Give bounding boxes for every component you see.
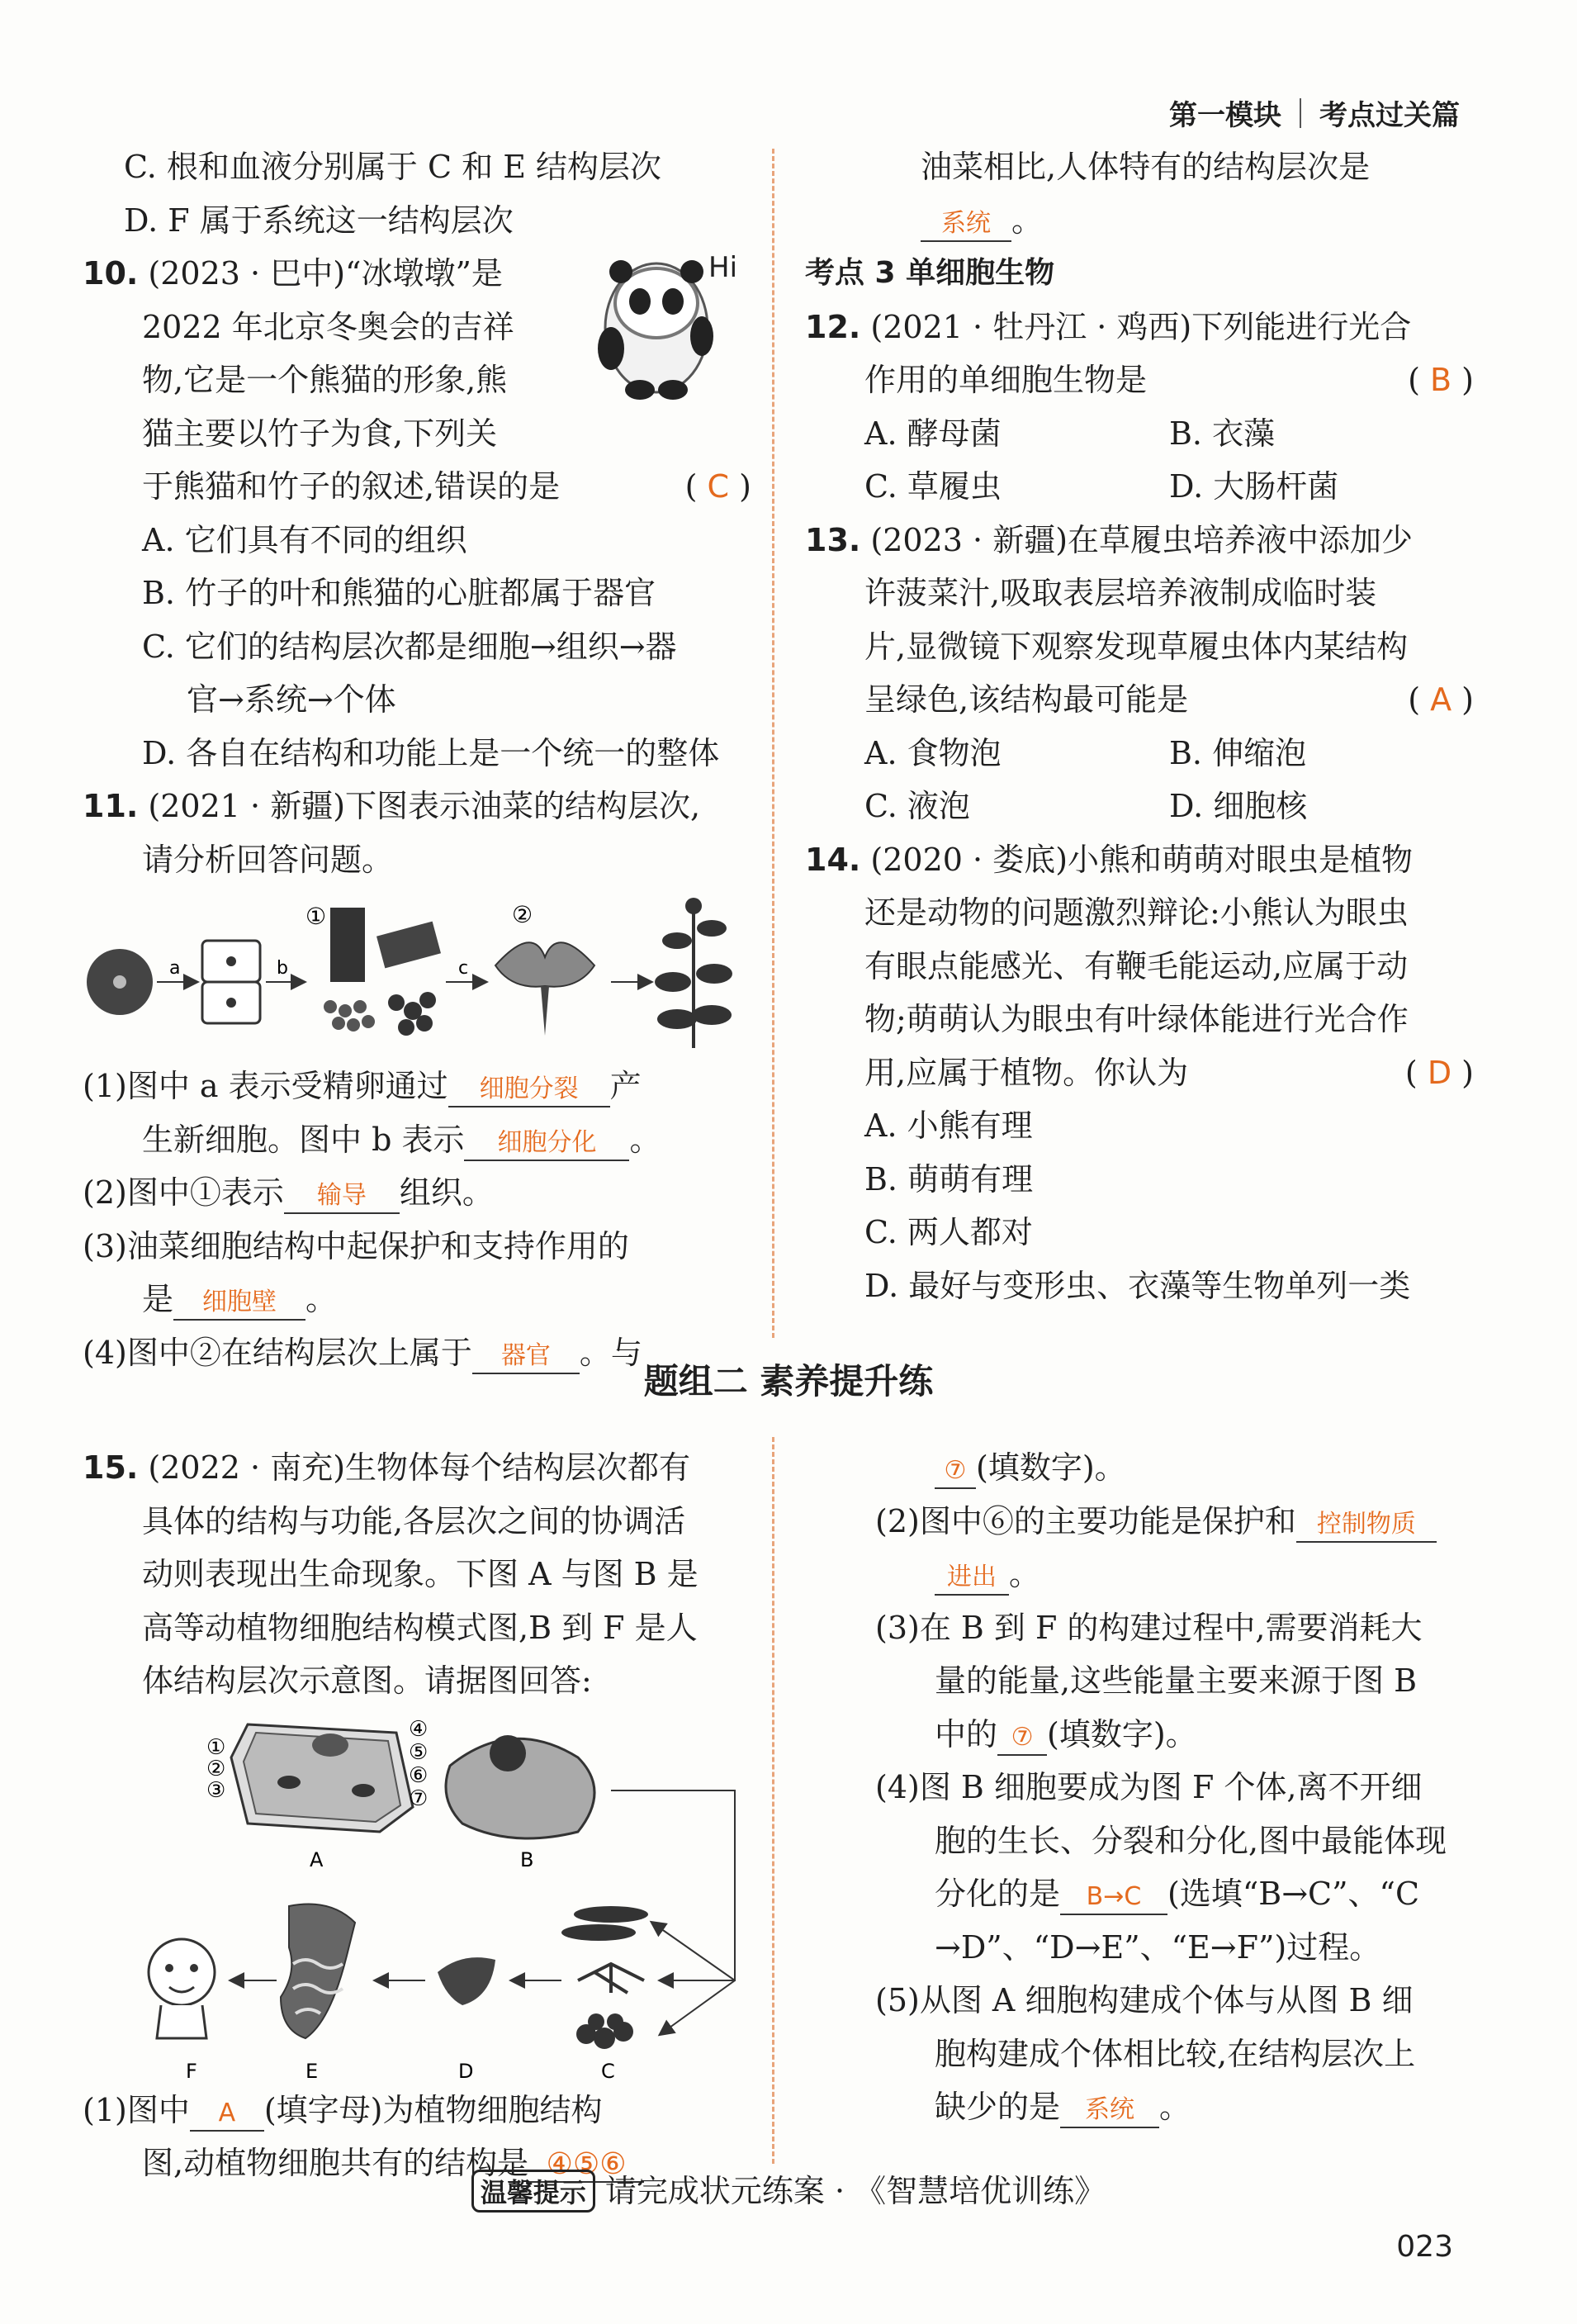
q11-cont-line: 油菜相比,人体特有的结构层次是 [921, 149, 1371, 185]
q11-answer-2: 细胞分化 [464, 1126, 629, 1161]
q14-line-3: 有眼点能感光、有鞭毛能运动,应属于动 [864, 947, 1409, 984]
q13-line-1: (2023 · 新疆)在草履虫培养液中添加少 [870, 521, 1414, 558]
question-10 [83, 247, 751, 780]
q15-answer-3b: 进出 [935, 1561, 1009, 1596]
fig15-num-3: ③ [206, 1777, 226, 1803]
q11-s1b: 产 [609, 1068, 642, 1104]
page-number: 023 [1396, 2230, 1453, 2264]
q13-line-3: 片,显微镜下观察发现草履虫体内某结构 [864, 628, 1409, 665]
q11-s2a: (2)图中①表示 [83, 1174, 284, 1211]
q14-option-d: D. 最好与变形虫、衣藻等生物单列一类 [864, 1267, 1411, 1304]
q11-s4b: 。与 [579, 1334, 642, 1371]
q12-option-b: B. 衣藻 [1169, 415, 1276, 452]
q10-line-5: 于熊猫和竹子的叙述,错误的是 [142, 468, 561, 505]
q14-option-b: B. 萌萌有理 [864, 1160, 1034, 1198]
fig15-num-2: ② [206, 1756, 226, 1781]
q11-s3c: 。 [305, 1281, 338, 1317]
q12-option-d: D. 大肠杆菌 [1169, 468, 1339, 505]
q15-s1b: (填字母)为植物细胞结构 [263, 2091, 603, 2128]
q15-line-5: 体结构层次示意图。请据图回答: [142, 1662, 592, 1699]
q15-s4b: 胞的生长、分裂和分化,图中最能体现 [935, 1822, 1447, 1859]
q14-answer: D [1427, 1054, 1452, 1091]
q11-s1d: 。 [629, 1121, 661, 1158]
q15-answer-4: ⑦ [997, 1721, 1047, 1756]
q15-s4d: (选填“B→C”、“C [1167, 1876, 1420, 1912]
q13-option-a: A. 食物泡 [864, 734, 1002, 771]
q15-s3b: 量的能量,这些能量主要来源于图 B [935, 1662, 1418, 1699]
q14-number: 14. [805, 841, 861, 878]
left-column-bottom [83, 1441, 751, 2190]
q14-line-2: 还是动物的问题激烈辩论:小熊认为眼虫 [864, 894, 1409, 931]
q10-option-d: D. 各自在结构和功能上是一个统一的整体 [142, 734, 720, 771]
topic-3-heading: 考点 3 单细胞生物 [805, 256, 1055, 290]
left-column-top [83, 140, 751, 1379]
q10-option-c-cont: 官→系统→个体 [187, 681, 396, 718]
fig15-label-b: B [520, 1847, 534, 1871]
question-11 [83, 780, 751, 1379]
page-header [1169, 92, 1460, 133]
header-divider [1300, 98, 1301, 128]
q10-line-4: 猫主要以竹子为食,下列关 [142, 415, 498, 452]
q13-option-d: D. 细胞核 [1169, 788, 1308, 824]
q15-s1c: 图,动植物细胞共有的结构是 [142, 2145, 529, 2181]
q14-line-5: 用,应属于植物。你认为 [864, 1054, 1189, 1091]
q12-option-c: C. 草履虫 [864, 468, 1002, 505]
section-label: 考点过关篇 [1319, 99, 1460, 132]
q11-s3a: (3)油菜细胞结构中起保护和支持作用的 [83, 1227, 629, 1264]
q13-line-2: 许菠菜汁,吸取表层培养液制成临时装 [864, 575, 1377, 611]
fig11-label-a: a [169, 958, 181, 979]
tip-badge: 温馨提示 [471, 2170, 595, 2213]
q10-answer-bracket: ( C ) [684, 468, 751, 505]
q10-option-c: C. 它们的结构层次都是细胞→组织→器 [142, 628, 677, 665]
fig15-num-4: ④ [409, 1716, 429, 1742]
fig15-label-a: A [310, 1847, 324, 1871]
column-divider-top [772, 149, 774, 1338]
q15-number: 15. [83, 1449, 139, 1486]
q12-option-a: A. 酵母菌 [864, 415, 1002, 452]
fig15-label-c: C [601, 2059, 615, 2083]
q13-option-b: B. 伸缩泡 [1169, 734, 1307, 771]
fig15-num-1: ① [206, 1734, 226, 1760]
right-column-bottom [875, 1441, 1486, 2134]
q11-answer-6: 系统 [921, 207, 1011, 242]
q13-option-c: C. 液泡 [864, 788, 970, 824]
q15-s4a: (4)图 B 细胞要成为图 F 个体,离不开细 [875, 1769, 1423, 1805]
q11-answer-5: 器官 [472, 1340, 580, 1374]
q12-answer-bracket: ( B ) [1408, 362, 1474, 398]
q15-s4e: →D”、“D→E”、“E→F”)过程。 [935, 1928, 1381, 1966]
q15-s5d: 。 [1159, 2089, 1191, 2125]
q14-line-4: 物;萌萌认为眼虫有叶绿体能进行光合作 [864, 1001, 1409, 1037]
q12-answer: B [1430, 362, 1452, 398]
q15-answer-1: A [190, 2097, 264, 2132]
footer [0, 2165, 1577, 2213]
hi-text: Hi [708, 251, 738, 284]
fig15-num-6: ⑥ [409, 1762, 429, 1788]
rapeseed-hierarchy-figure [83, 891, 743, 1056]
q12-line-2: 作用的单细胞生物是 [864, 362, 1148, 398]
q15-s3d: (填数字)。 [1047, 1715, 1197, 1752]
q15-s3c: 中的 [935, 1715, 998, 1752]
q15-top-cont: (填数字)。 [976, 1449, 1126, 1486]
group-title: 题组二 素养提升练 [643, 1361, 934, 1402]
q15-answer-2-cont: ⑦ [935, 1454, 976, 1489]
module-label: 第一模块 [1169, 99, 1281, 132]
q11-answer-1: 细胞分裂 [448, 1073, 610, 1107]
right-column-top [805, 140, 1474, 1312]
fig11-label-b: b [277, 958, 288, 979]
fig11-label-c: c [458, 958, 469, 979]
q11-s2b: 组织。 [399, 1174, 494, 1211]
q15-answer-6: 系统 [1060, 2094, 1159, 2128]
q11-number: 11. [83, 788, 139, 824]
q15-line-1: (2022 · 南充)生物体每个结构层次都有 [148, 1449, 691, 1486]
q9-option-d: D. F 属于系统这一结构层次 [124, 202, 514, 239]
q11-line-2: 请分析回答问题。 [142, 841, 394, 878]
q11-s3b: 是 [142, 1281, 174, 1317]
q15-s5a: (5)从图 A 细胞构建成个体与从图 B 细 [875, 1982, 1414, 2018]
q12-number: 12. [805, 308, 861, 345]
fig15-num-7: ⑦ [409, 1786, 429, 1811]
fig11-marker-2: ② [512, 901, 533, 928]
q13-answer-bracket: ( A ) [1408, 681, 1474, 718]
cell-hierarchy-figure [83, 1708, 751, 2084]
q11-answer-3: 输导 [284, 1179, 400, 1214]
q15-answer-3a: 控制物质 [1296, 1508, 1437, 1543]
q11-s4a: (4)图中②在结构层次上属于 [83, 1334, 472, 1371]
q10-line-1: (2023 · 巴中)“冰墩墩”是 [148, 255, 503, 292]
q11-answer-4: 细胞壁 [173, 1286, 305, 1321]
q10-option-b: B. 竹子的叶和熊猫的心脏都属于器官 [142, 575, 656, 611]
q10-option-a: A. 它们具有不同的组织 [142, 521, 467, 558]
q15-s1a: (1)图中 [83, 2091, 190, 2128]
fig11-marker-1: ① [305, 903, 327, 930]
column-divider-bottom [772, 1437, 774, 2164]
footer-text: 请完成状元练案 · 《智慧培优训练》 [604, 2173, 1106, 2209]
fig15-label-e: E [305, 2059, 319, 2083]
fig15-label-f: F [186, 2059, 197, 2083]
q11-s1c: 生新细胞。图中 b 表示 [142, 1121, 465, 1158]
q12-line-1: (2021 · 牡丹江 · 鸡西)下列能进行光合 [870, 308, 1412, 345]
fig15-num-5: ⑤ [409, 1739, 429, 1765]
bing-dwen-dwen-image [578, 237, 751, 402]
q14-option-a: A. 小熊有理 [864, 1107, 1033, 1144]
q15-answer-5: B→C [1060, 1881, 1167, 1915]
q10-answer: C [707, 468, 730, 505]
q11-line-1: (2021 · 新疆)下图表示油菜的结构层次, [148, 788, 701, 824]
q15-s5c: 缺少的是 [935, 2089, 1061, 2125]
q9-option-c: C. 根和血液分别属于 C 和 E 结构层次 [124, 149, 662, 185]
q10-line-3: 物,它是一个熊猫的形象,熊 [142, 362, 508, 398]
q15-s2b: 。 [1009, 1556, 1041, 1592]
q15-line-2: 具体的结构与功能,各层次之间的协调活 [142, 1502, 686, 1539]
q15-s3a: (3)在 B 到 F 的构建过程中,需要消耗大 [875, 1609, 1423, 1646]
q14-answer-bracket: ( D ) [1404, 1054, 1474, 1091]
q10-line-2: 2022 年北京冬奥会的吉祥 [142, 308, 514, 345]
q13-answer: A [1430, 681, 1452, 718]
q10-number: 10. [83, 255, 139, 292]
q14-option-c: C. 两人都对 [864, 1214, 1033, 1250]
q13-number: 13. [805, 521, 861, 558]
q15-s4c: 分化的是 [935, 1876, 1061, 1912]
q15-line-3: 动则表现出生命现象。下图 A 与图 B 是 [142, 1556, 699, 1592]
q15-s2a: (2)图中⑥的主要功能是保护和 [875, 1502, 1296, 1539]
q15-answer-2: ④⑤⑥ [528, 2148, 644, 2183]
q14-line-1: (2020 · 娄底)小熊和萌萌对眼虫是植物 [870, 841, 1414, 878]
q11-cont-end: 。 [1011, 202, 1044, 239]
q15-line-4: 高等动植物细胞结构模式图,B 到 F 是人 [142, 1609, 698, 1646]
q11-s1a: (1)图中 a 表示受精卵通过 [83, 1068, 448, 1104]
fig15-label-d: D [458, 2059, 474, 2083]
q13-line-4: 呈绿色,该结构最可能是 [864, 681, 1189, 718]
q15-s5b: 胞构建成个体相比较,在结构层次上 [935, 2035, 1416, 2072]
